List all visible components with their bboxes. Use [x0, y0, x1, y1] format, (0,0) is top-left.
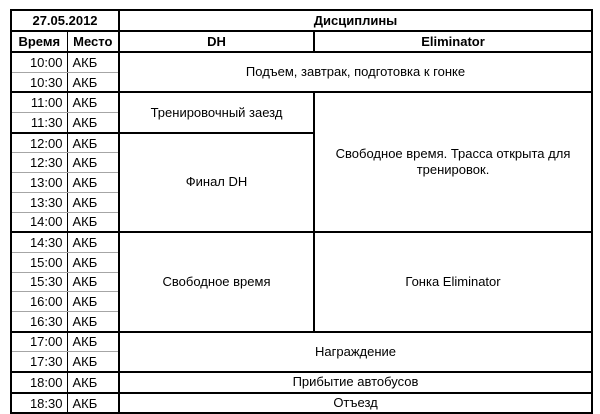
place-cell: АКБ: [67, 372, 119, 393]
place-cell: АКБ: [67, 92, 119, 112]
event-cell-departure: Отъезд: [119, 393, 592, 414]
disciplines-header: Дисциплины: [119, 10, 592, 31]
race-schedule-table: [10, 9, 593, 414]
event-cell-free-time-track-open: Свободное время. Трасса открыта для тренировок.: [314, 92, 592, 232]
col-header-time: Время: [11, 31, 67, 52]
time-cell: 17:00: [11, 332, 67, 352]
schedule-row: [11, 232, 592, 252]
place-cell: АКБ: [67, 113, 119, 133]
time-cell: 11:00: [11, 92, 67, 112]
date-cell: 27.05.2012: [11, 10, 119, 31]
place-cell: АКБ: [67, 311, 119, 331]
col-header-dh: DH: [119, 31, 314, 52]
time-cell: 12:00: [11, 133, 67, 153]
time-cell: 12:30: [11, 153, 67, 173]
place-cell: АКБ: [67, 133, 119, 153]
place-cell: АКБ: [67, 272, 119, 292]
time-cell: 13:30: [11, 192, 67, 212]
time-cell: 14:00: [11, 212, 67, 232]
time-cell: 15:30: [11, 272, 67, 292]
time-cell: 16:00: [11, 292, 67, 312]
time-cell: 15:00: [11, 252, 67, 272]
event-cell-eliminator-race: Гонка Eliminator: [314, 232, 592, 331]
title-row: [11, 10, 592, 31]
event-cell-awards: Награждение: [119, 332, 592, 372]
place-cell: АКБ: [67, 153, 119, 173]
schedule-row: [11, 332, 592, 352]
schedule-row: [11, 372, 592, 393]
schedule-row: [11, 52, 592, 72]
place-cell: АКБ: [67, 192, 119, 212]
time-cell: 18:00: [11, 372, 67, 393]
col-header-place: Место: [67, 31, 119, 52]
schedule-row: [11, 92, 592, 112]
place-cell: АКБ: [67, 52, 119, 72]
event-cell-dh-final: Финал DH: [119, 133, 314, 232]
time-cell: 18:30: [11, 393, 67, 414]
event-cell-free-time: Свободное время: [119, 232, 314, 331]
place-cell: АКБ: [67, 72, 119, 92]
place-cell: АКБ: [67, 352, 119, 372]
place-cell: АКБ: [67, 292, 119, 312]
place-cell: АКБ: [67, 252, 119, 272]
schedule-row: [11, 393, 592, 414]
time-cell: 10:00: [11, 52, 67, 72]
place-cell: АКБ: [67, 173, 119, 193]
place-cell: АКБ: [67, 393, 119, 414]
time-cell: 11:30: [11, 113, 67, 133]
event-cell-training-run: Тренировочный заезд: [119, 92, 314, 132]
event-cell-wakeup: Подъем, завтрак, подготовка к гонке: [119, 52, 592, 92]
place-cell: АКБ: [67, 332, 119, 352]
time-cell: 14:30: [11, 232, 67, 252]
time-cell: 10:30: [11, 72, 67, 92]
col-header-eliminator: Eliminator: [314, 31, 592, 52]
time-cell: 13:00: [11, 173, 67, 193]
place-cell: АКБ: [67, 212, 119, 232]
column-header-row: [11, 31, 592, 52]
time-cell: 16:30: [11, 311, 67, 331]
event-cell-buses-arrival: Прибытие автобусов: [119, 372, 592, 393]
time-cell: 17:30: [11, 352, 67, 372]
place-cell: АКБ: [67, 232, 119, 252]
